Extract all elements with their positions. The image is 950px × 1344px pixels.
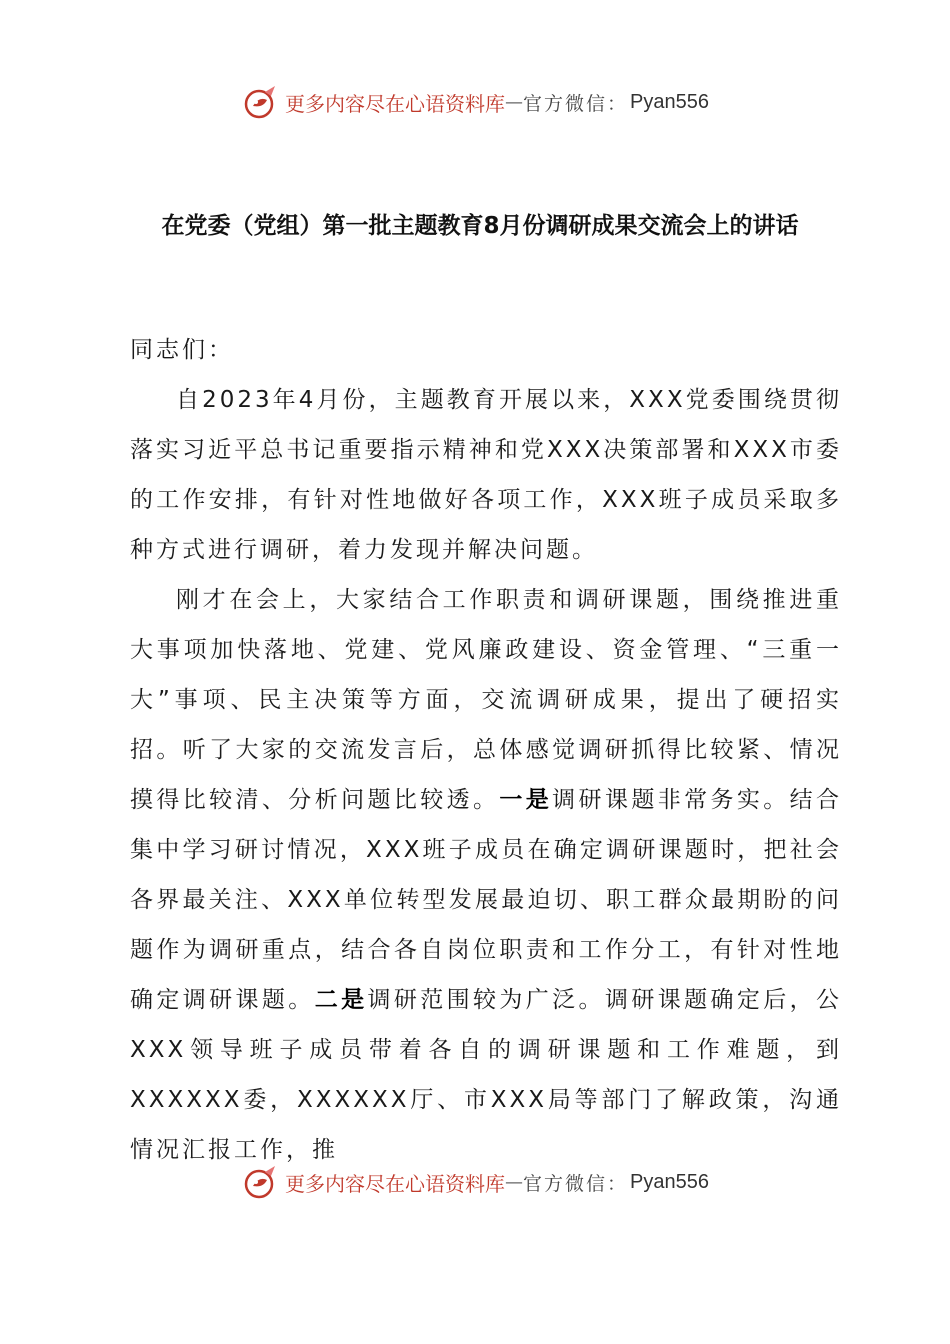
- point-2-label: 二是: [314, 987, 368, 1013]
- salutation: 同志们：: [130, 337, 234, 363]
- document-body: [130, 325, 842, 1175]
- brand-logo-icon: [241, 82, 281, 122]
- header-wechat-label: 官方微信：: [523, 92, 629, 115]
- footer-brand-text: 更多内容尽在心语资料库: [285, 1171, 505, 1196]
- header-brand-text: 更多内容尽在心语资料库: [285, 91, 505, 116]
- paragraph-2: [130, 575, 842, 1175]
- paragraph-2-intro: 刚才在会上，大家结合工作职责和调研课题，围绕推进重大事项加快落地、党建、党风廉政建设、资金管理、“三重一大”事项、民主决策等方面，交流调研成果，提出了硬招实招。听了大家的交流发言后，总体感觉调研抓得比较紧、情况摸得比较清、分析问题比较透。: [130, 587, 842, 813]
- point-1-text: 调研课题非常务实。结合集中学习研讨情况，XXX班子成员在确定调研课题时，把社会各界最关注、XXX单位转型发展最迫切、职工群众最期盼的问题作为调研重点，结合各自岗位职责和工作分工，有针对性地确定调研课题。: [130, 787, 843, 1013]
- point-2-text: 调研范围较为广泛。调研课题确定后，公XXX领导班子成员带着各自的调研课题和工作难题，到XXXXXX委，XXXXXX厅、市XXX局等部门了解政策，沟通情况汇报工作，推: [130, 987, 843, 1163]
- header-wechat-handle: Pyan556: [630, 90, 709, 113]
- point-1-label: 一是: [499, 787, 553, 813]
- header-separator: —: [505, 91, 523, 113]
- footer-wechat-label: 官方微信：: [523, 1172, 629, 1195]
- footer-wechat-handle: Pyan556: [630, 1170, 709, 1193]
- document-title: 在党委（党组）第一批主题教育8月份调研成果交流会上的讲话: [161, 213, 799, 239]
- header-watermark-banner: [0, 80, 950, 124]
- footer-watermark-banner: [0, 1160, 950, 1204]
- paragraph-1: 自2023年4月份，主题教育开展以来，XXX党委围绕贯彻落实习近平总书记重要指示精神和党XXX决策部署和XXX市委的工作安排，有针对性地做好各项工作，XXX班子成员采取多种方式进行调研，着力发现并解决问题。: [130, 387, 842, 563]
- brand-logo-icon: [241, 1162, 281, 1202]
- footer-separator: —: [505, 1171, 523, 1193]
